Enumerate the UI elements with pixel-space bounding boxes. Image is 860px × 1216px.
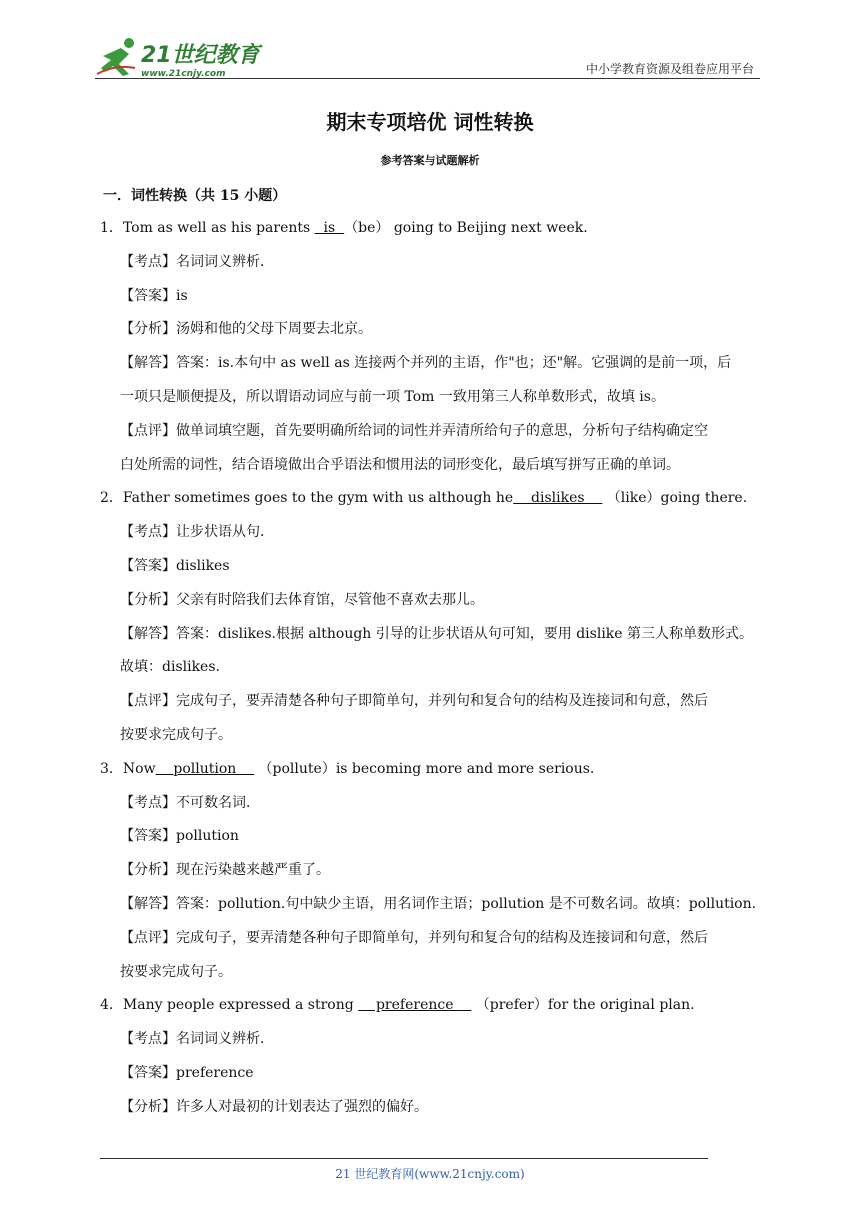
question-2: 2．Father sometimes goes to the gym with us although he dislikes （like）going there. xyxy=(100,490,748,507)
comment-line: 按要求完成句子。 xyxy=(120,963,232,980)
logo-21cnjy xyxy=(95,34,265,80)
answer-blank: pollution xyxy=(155,760,255,777)
header-divider xyxy=(95,78,760,79)
comment-line: 白处所需的词性，结合语境做出合乎语法和惯用法的词形变化，最后填写拼写正确的单词。 xyxy=(120,456,680,473)
kaodian-line: 【考点】让步状语从句． xyxy=(120,524,274,541)
analysis-line: 【分析】许多人对最初的计划表达了强烈的偏好。 xyxy=(120,1098,428,1115)
answer-blank: dislikes xyxy=(513,490,603,507)
questions-content xyxy=(100,212,765,1125)
page-subtitle: 参考答案与试题解析 xyxy=(380,154,480,167)
runner-icon xyxy=(97,38,135,76)
page-title: 期末专项培优 词性转换 xyxy=(326,110,534,134)
answer-line: 【答案】is xyxy=(120,287,188,304)
answer-line: 【答案】pollution xyxy=(120,828,239,845)
answer-line: 【答案】preference xyxy=(120,1064,254,1081)
footer-link[interactable]: 21 世纪教育网(www.21cnjy.com) xyxy=(335,1167,525,1181)
header-platform-text: 中小学教育资源及组卷应用平台 xyxy=(585,62,754,76)
page-header xyxy=(95,30,760,80)
kaodian-line: 【考点】名词词义辨析． xyxy=(120,1031,274,1048)
comment-line: 【点评】做单词填空题，首先要明确所给词的词性并弄清所给句子的意思，分析句子结构确定空 xyxy=(120,422,708,439)
answer-blank: preference xyxy=(358,997,472,1014)
question-3: 3．Now pollution （pollute）is becoming more and more serious. xyxy=(100,760,595,777)
footer-divider xyxy=(100,1158,708,1159)
comment-line: 【点评】完成句子，要弄清楚各种句子即简单句，并列句和复合句的结构及连接词和句意，然后 xyxy=(120,929,708,946)
question-1: 1．Tom as well as his parents is （be） going to Beijing next week. xyxy=(100,220,588,236)
analysis-line: 【分析】父亲有时陪我们去体育馆，尽管他不喜欢去那儿。 xyxy=(120,591,484,608)
solution-line: 【解答】答案：is.本句中 as well as 连接两个并列的主语，作"也；还"解。它强调的是前一项，后 xyxy=(120,355,732,372)
solution-line: 【解答】答案：pollution.句中缺少主语，用名词作主语；pollution 是不可数名词。故填：pollution. xyxy=(120,895,757,912)
kaodian-line: 【考点】不可数名词． xyxy=(120,794,260,811)
solution-line: 一项只是顺便提及，所以谓语动词应与前一项 Tom 一致用第三人称单数形式，故填 is。 xyxy=(120,388,665,405)
analysis-line: 【分析】汤姆和他的父母下周要去北京。 xyxy=(120,321,372,338)
svg-text:www.21cnjy.com: www.21cnjy.com xyxy=(141,69,226,79)
section-heading: 一．词性转换（共 15 小题） xyxy=(103,188,287,204)
answer-blank: is xyxy=(314,220,345,236)
solution-line: 故填：dislikes. xyxy=(120,659,220,676)
kaodian-line: 【考点】名词词义辨析． xyxy=(120,253,274,270)
question-4: 4．Many people expressed a strong preference （prefer）for the original plan. xyxy=(100,997,695,1014)
analysis-line: 【分析】现在污染越来越严重了。 xyxy=(120,862,330,879)
solution-line: 【解答】答案：dislikes.根据 although 引导的让步状语从句可知，要用 dislike 第三人称单数形式。 xyxy=(120,625,754,642)
svg-text:21世纪教育: 21世纪教育 xyxy=(141,43,260,68)
answer-line: 【答案】dislikes xyxy=(120,557,230,574)
comment-line: 【点评】完成句子，要弄清楚各种句子即简单句，并列句和复合句的结构及连接词和句意，然后 xyxy=(120,693,708,710)
comment-line: 按要求完成句子。 xyxy=(120,726,232,743)
